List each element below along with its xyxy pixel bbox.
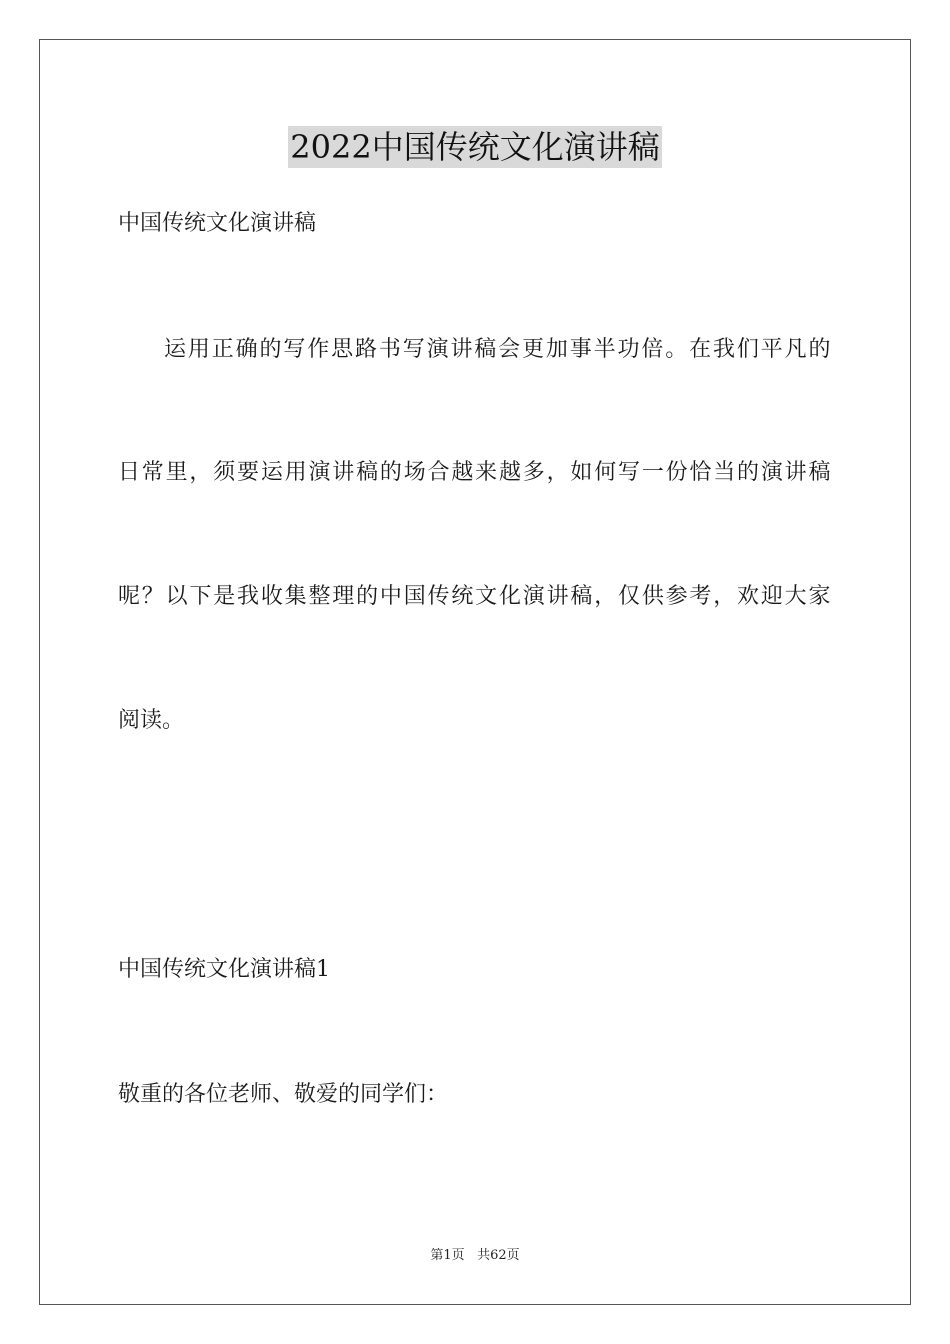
intro-line-2: 日常里，须要运用演讲稿的场合越来越多，如何写一份恰当的演讲稿	[118, 460, 831, 485]
document-subtitle: 中国传统文化演讲稿	[118, 211, 317, 236]
page-total: 共62页	[477, 1248, 520, 1263]
page-number: 第1页	[430, 1248, 465, 1263]
section-heading: 中国传统文化演讲稿1	[118, 957, 330, 982]
intro-line-3: 呢？以下是我收集整理的中国传统文化演讲稿，仅供参考，欢迎大家	[118, 584, 831, 609]
salutation: 敬重的各位老师、敬爱的同学们：	[118, 1082, 449, 1107]
intro-line-4: 阅读。	[118, 708, 185, 733]
title-container	[0, 126, 950, 168]
page-footer	[0, 1247, 950, 1265]
document-title: 2022中国传统文化演讲稿	[290, 128, 660, 166]
intro-line-1: 运用正确的写作思路书写演讲稿会更加事半功倍。在我们平凡的	[164, 337, 831, 362]
